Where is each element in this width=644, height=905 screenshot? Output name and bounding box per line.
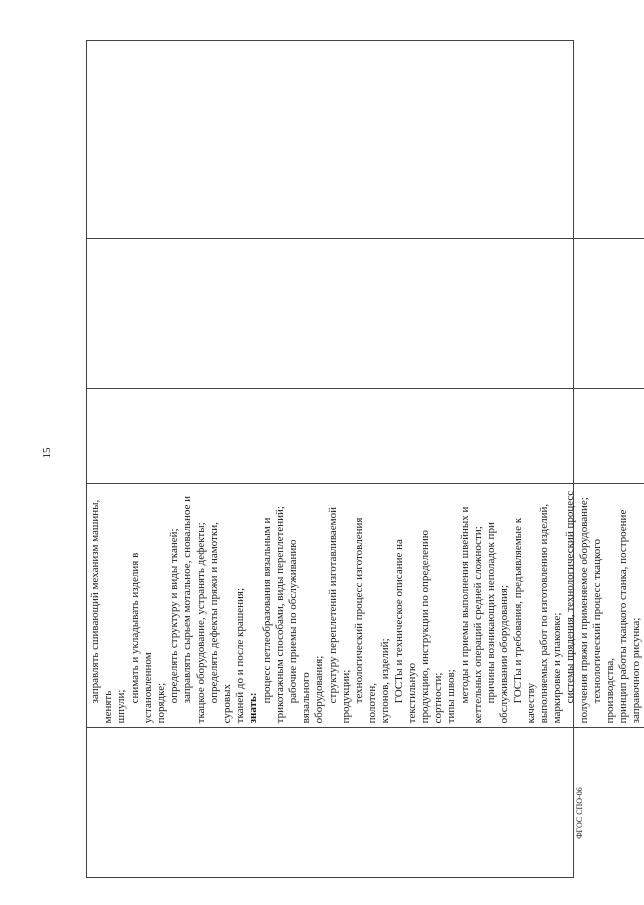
text-line: обслуживании оборудования; <box>498 585 511 724</box>
text-line: принцип работы ткацкого станка, построение <box>617 509 630 724</box>
footer-label: ФГОС СПО-06 <box>575 787 584 839</box>
table-cell-skills-knowledge <box>87 483 644 727</box>
text-line: заправлять сшивающий механизм машины, менять <box>89 499 115 724</box>
text-line: знать: <box>247 692 260 724</box>
text-line: шпули; <box>115 689 128 724</box>
text-line: ГОСТы и требования, предъявляемые к качеству <box>511 517 537 724</box>
text-line: оборудования; <box>313 655 326 724</box>
table-cell-disciplines <box>87 41 644 238</box>
text-line: выполняемых работ по изготовлению изделий, <box>537 503 550 724</box>
skills-knowledge-text <box>87 484 644 727</box>
text-line: продукцию, инструкции по определению сортности; <box>419 530 445 724</box>
table-row <box>87 41 644 877</box>
table-cell-hours-required <box>87 238 644 389</box>
text-line: ГОСТы и техническое описание на текстильную <box>392 539 418 724</box>
text-line: ткацкое оборудование, устранять дефекты; <box>194 522 207 724</box>
text-line: технологический процесс изготовления полотен, <box>353 517 379 724</box>
text-line: маркировке и упаковке; <box>551 612 564 724</box>
page-number: 15 <box>41 447 53 459</box>
text-line: тканей до и после крашения; <box>234 587 247 724</box>
text-line: снимать и укладывать изделия в установленном <box>128 552 154 724</box>
text-line: продукции; <box>339 669 352 724</box>
text-line: системы прядения, технологический процесс <box>564 490 577 704</box>
text-line: методы и приемы выполнения швейных и <box>458 506 471 704</box>
text-line: заправлять сырьем мотальное, сновальное и <box>181 495 194 704</box>
text-line: структуру переплетений изготавливаемой <box>326 506 339 704</box>
text-line: причины возникающих неполадок при <box>485 522 498 704</box>
text-line: трикотажным способами, виды переплетений; <box>273 506 286 724</box>
text-line: заправочного рисунка; <box>630 617 643 724</box>
table-cell-code <box>87 727 644 877</box>
text-line: определять дефекты пряжи и намотки, суровых <box>207 522 234 724</box>
table-cell-hours-total <box>87 388 644 483</box>
text-line: кеттельных операций средней сложности; <box>471 526 484 724</box>
text-line: технологический процесс ткацкого производства, <box>590 539 616 724</box>
text-line: порядке; <box>155 682 168 724</box>
text-line: получения пряжи и применяемое оборудование; <box>577 497 590 724</box>
text-line: типы швов; <box>445 669 458 724</box>
text-line: купонов, изделий; <box>379 638 392 724</box>
text-line: определять структуру и виды тканей; <box>168 528 181 704</box>
text-line: процесс петлеобразования вязальным и <box>260 517 273 704</box>
text-line: рабочие приемы по обслуживанию вязального <box>287 539 313 724</box>
